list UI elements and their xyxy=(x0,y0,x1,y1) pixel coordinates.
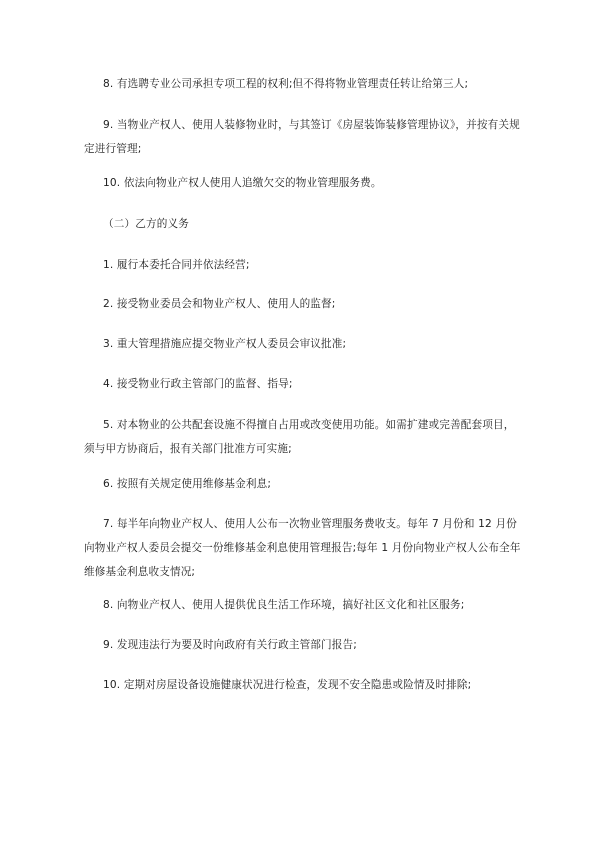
paragraph-right-8: 8. 有选聘专业公司承担专项工程的权利;但不得将物业管理责任转让给第三人; xyxy=(103,78,469,90)
obligation-item-5: 5. 对本物业的公共配套设施不得擅自占用或改变使用功能。如需扩建或完善配套项目，须与甲方协商后，报有关部门批准方可实施; xyxy=(84,419,515,455)
obligation-item-10: 10. 定期对房屋设备设施健康状况进行检查，发现不安全隐患或险情及时排除; xyxy=(103,679,472,691)
obligation-item-6: 6. 按照有关规定使用维修基金利息; xyxy=(103,478,272,490)
section-heading-party-b-obligations: （二）乙方的义务 xyxy=(103,218,189,230)
obligation-item-9: 9. 发现违法行为要及时向政府有关行政主管部门报告; xyxy=(103,639,358,651)
paragraph-right-9: 9. 当物业产权人、使用人装修物业时，与其签订《房屋装饰装修管理协议》，并按有关规定进行管理; xyxy=(84,119,520,155)
obligation-item-1: 1. 履行本委托合同并依法经营; xyxy=(103,259,250,271)
obligation-item-7: 7. 每半年向物业产权人、使用人公布一次物业管理服务费收支。每年 7 月份和 12 月份向物业产权人委员会提交一份维修基金利息使用管理报告;每年 1 月份向物业产权人公布全年维修基金利息收支情况; xyxy=(84,518,521,578)
paragraph-right-10: 10. 依法向物业产权人使用人追缴欠交的物业管理服务费。 xyxy=(103,177,382,189)
obligation-item-3: 3. 重大管理措施应提交物业产权人委员会审议批准; xyxy=(103,338,347,350)
obligation-item-8: 8. 向物业产权人、使用人提供优良生活工作环境，搞好社区文化和社区服务; xyxy=(103,599,465,611)
obligation-item-2: 2. 接受物业委员会和物业产权人、使用人的监督; xyxy=(103,298,336,310)
obligation-item-4: 4. 接受物业行政主管部门的监督、指导; xyxy=(103,378,293,390)
